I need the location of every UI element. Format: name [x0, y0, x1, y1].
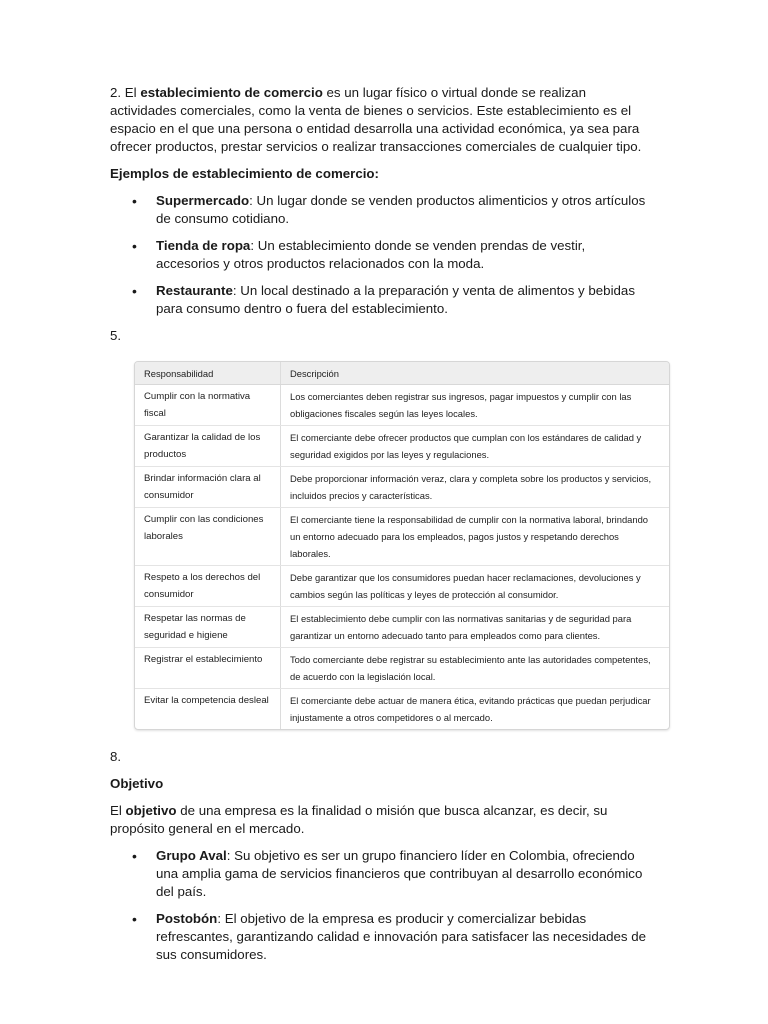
- objetivo-examples-list: [110, 847, 650, 964]
- section-5-number: 5.: [110, 328, 122, 343]
- list-item: • Supermercado: Un lugar donde se venden productos alimenticios y otros artículos de consumo cotidiano.: [132, 193, 646, 226]
- document-page: [110, 84, 650, 973]
- list-item: • Tienda de ropa: Un establecimiento donde se venden prendas de vestir, accesorios y otros productos relacionados con la moda.: [132, 238, 586, 271]
- list-item: • Grupo Aval: Su objetivo es ser un grupo financiero líder en Colombia, ofreciendo una amplia gama de servicios financieros que contribuyan al desarrollo económico del país.: [132, 848, 643, 899]
- examples-heading: Ejemplos de establecimiento de comercio:: [110, 166, 379, 181]
- bullet-icon: •: [132, 283, 137, 299]
- column-header-descripcion: Descripción: [281, 362, 670, 385]
- bullet-icon: •: [132, 911, 137, 927]
- table-header-row: [135, 362, 669, 385]
- section-8-number: 8.: [110, 749, 122, 764]
- objetivo-heading: Objetivo: [110, 776, 164, 791]
- table-row: Garantizar la calidad de los productos El comerciante debe ofrecer productos que cumplan con los estándares de calidad y seguridad exigidos por las leyes y regulaciones.: [135, 426, 669, 467]
- table-row: Brindar información clara al consumidor Debe proporcionar información veraz, clara y completa sobre los productos y servicios, incluidos precios y características.: [135, 467, 669, 508]
- responsibilities-table: [134, 361, 670, 730]
- table-row: Registrar el establecimiento Todo comerciante debe registrar su establecimiento ante las autoridades competentes, de acuerdo con la legislación local.: [135, 648, 669, 689]
- table-row: Evitar la competencia desleal El comerciante debe actuar de manera ética, evitando prácticas que puedan perjudicar injustamente a otros competidores o al mercado.: [135, 689, 669, 730]
- examples-list: [110, 192, 650, 318]
- list-item: • Postobón: El objetivo de la empresa es producir y comercializar bebidas refrescantes, garantizando calidad e innovación para satisfacer las necesidades de sus consumidores.: [132, 911, 647, 962]
- list-item: • Restaurante: Un local destinado a la preparación y venta de alimentos y bebidas para consumo dentro o fuera del establecimiento.: [132, 283, 635, 316]
- bullet-icon: •: [132, 848, 137, 864]
- bullet-icon: •: [132, 238, 137, 254]
- bullet-icon: •: [132, 193, 137, 209]
- table-row: Respeto a los derechos del consumidor Debe garantizar que los consumidores puedan hacer reclamaciones, devoluciones y cambios según las políticas y leyes de protección al consumidor.: [135, 566, 669, 607]
- objetivo-paragraph: El objetivo de una empresa es la finalidad o misión que busca alcanzar, es decir, su propósito general en el mercado.: [110, 803, 608, 836]
- section-2-paragraph: 2. El establecimiento de comercio es un lugar físico o virtual donde se realizan actividades comerciales, como la venta de bienes o servicios. Este establecimiento es el espacio en el que una persona o entidad desarrolla una actividad económica, ya sea para ofrecer productos, prestar servicios o realizar transacciones comerciales de cualquier tipo.: [110, 85, 642, 154]
- table-row: Respetar las normas de seguridad e higiene El establecimiento debe cumplir con las normativas sanitarias y de seguridad para garantizar un entorno adecuado tanto para empleados como para clientes.: [135, 607, 669, 648]
- column-header-responsabilidad: Responsabilidad: [135, 362, 281, 385]
- term-establecimiento: establecimiento de comercio: [140, 85, 323, 100]
- table-row: Cumplir con la normativa fiscal Los comerciantes deben registrar sus ingresos, pagar impuestos y cumplir con las obligaciones fiscales según las leyes locales.: [135, 385, 669, 426]
- table-row: Cumplir con las condiciones laborales El comerciante tiene la responsabilidad de cumplir con la normativa laboral, brindando un entorno adecuado para los empleados, pagos justos y respetando derechos laborales.: [135, 508, 669, 566]
